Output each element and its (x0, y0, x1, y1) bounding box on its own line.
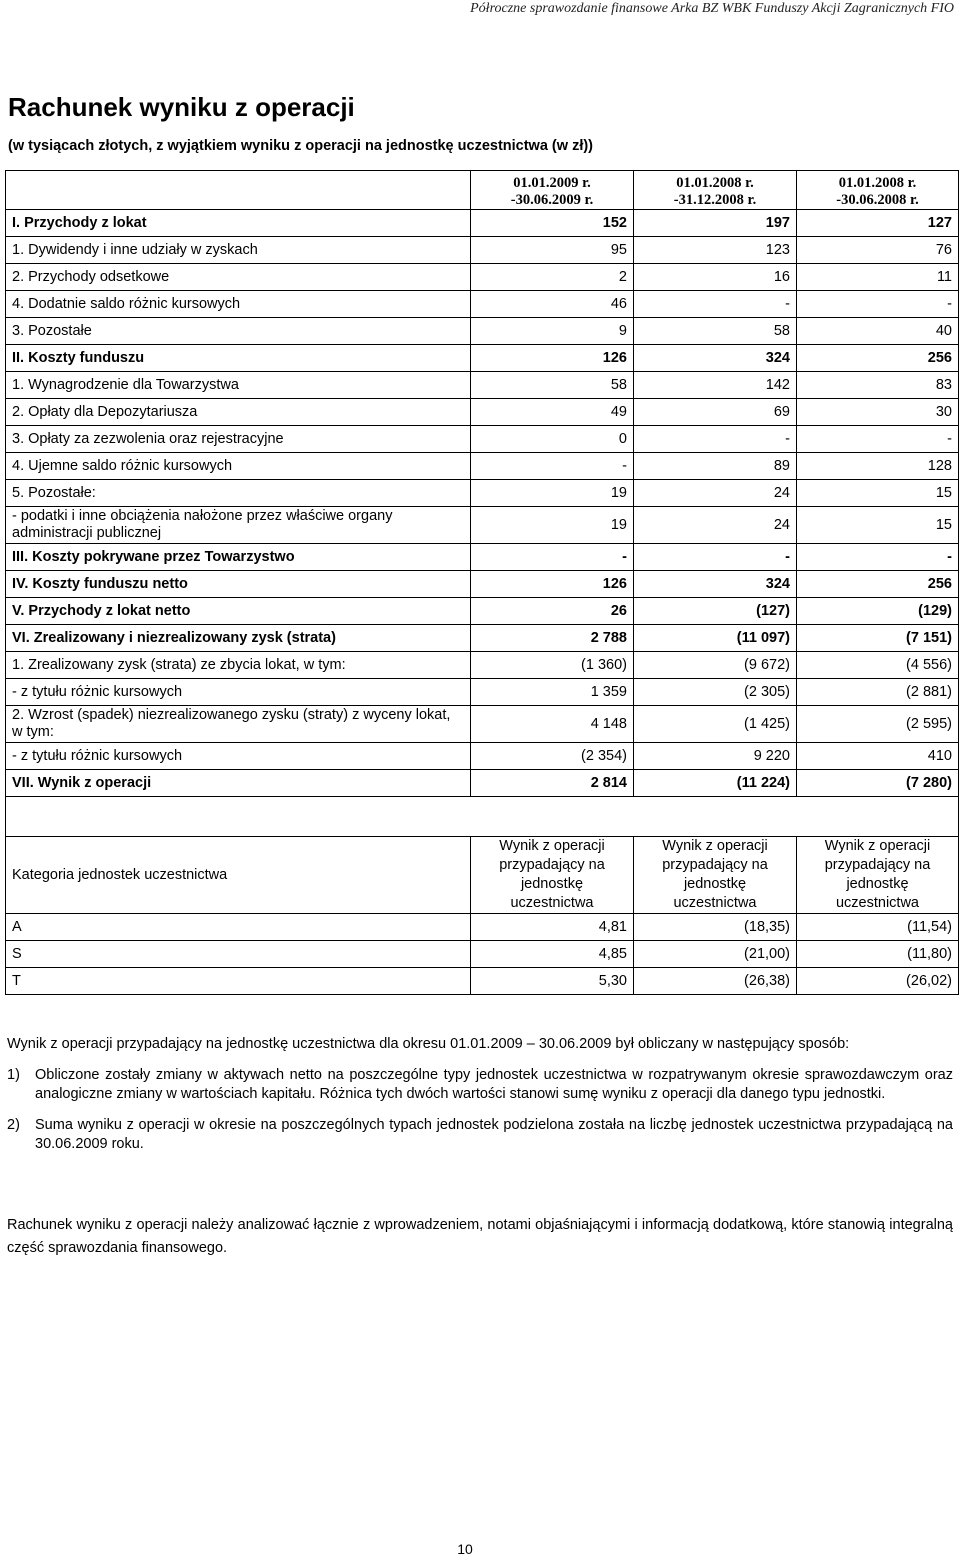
row-value-period-2: 16 (634, 264, 797, 291)
row-label: 4. Dodatnie saldo różnic kursowych (6, 291, 471, 318)
row-value-period-3: 256 (797, 345, 959, 372)
column-header-line: -30.06.2009 r. (510, 192, 594, 208)
row-value-period-3: (7 151) (797, 625, 959, 652)
category-value-period-3: (11,54) (797, 914, 959, 941)
row-label: - z tytułu różnic kursowych (6, 743, 471, 770)
row-value-period-2: 24 (634, 480, 797, 507)
category-row (6, 941, 959, 968)
row-label: VI. Zrealizowany i niezrealizowany zysk (strata) (6, 625, 471, 652)
table-row (6, 507, 959, 544)
table-row (6, 598, 959, 625)
row-value-period-1: 9 (471, 318, 634, 345)
table-row (6, 571, 959, 598)
table-row (6, 480, 959, 507)
table-row (6, 264, 959, 291)
table-row (6, 291, 959, 318)
row-value-period-2: (9 672) (634, 652, 797, 679)
row-value-period-2: 324 (634, 571, 797, 598)
row-value-period-3: (4 556) (797, 652, 959, 679)
column-header-row (6, 171, 959, 210)
row-value-period-1: - (471, 453, 634, 480)
row-value-period-3: 256 (797, 571, 959, 598)
table-row (6, 318, 959, 345)
row-value-period-3: 128 (797, 453, 959, 480)
row-value-period-2: 24 (634, 507, 797, 544)
row-value-period-1: 49 (471, 399, 634, 426)
row-value-period-2: - (634, 426, 797, 453)
table-row (6, 399, 959, 426)
category-header-label: Kategoria jednostek uczestnictwa (6, 837, 471, 914)
row-label: IV. Koszty funduszu netto (6, 571, 471, 598)
column-header-line: 01.01.2008 r. (676, 175, 754, 191)
row-label: 1. Dywidendy i inne udziały w zyskach (6, 237, 471, 264)
row-value-period-1: 0 (471, 426, 634, 453)
row-value-period-1: 95 (471, 237, 634, 264)
row-value-period-3: 83 (797, 372, 959, 399)
row-value-period-3: 11 (797, 264, 959, 291)
column-header-period-1 (471, 171, 634, 210)
column-header-line: 01.01.2009 r. (513, 175, 591, 191)
row-value-period-1: 126 (471, 571, 634, 598)
table-row (6, 625, 959, 652)
spacer-row (6, 797, 959, 837)
row-label: 3. Opłaty za zezwolenia oraz rejestracyjne (6, 426, 471, 453)
table-row (6, 453, 959, 480)
row-value-period-2: - (634, 291, 797, 318)
row-value-period-3: - (797, 291, 959, 318)
row-value-period-1: 19 (471, 507, 634, 544)
category-value-period-3: (11,80) (797, 941, 959, 968)
row-label: 2. Przychody odsetkowe (6, 264, 471, 291)
category-header-period-3: Wynik z operacji przypadający na jednostkę uczestnictwa (797, 837, 959, 914)
row-value-period-1: 58 (471, 372, 634, 399)
row-value-period-2: 69 (634, 399, 797, 426)
table-row (6, 345, 959, 372)
row-value-period-1: 46 (471, 291, 634, 318)
category-label: S (6, 941, 471, 968)
category-header-period-1: Wynik z operacji przypadający na jednostkę uczestnictwa (471, 837, 634, 914)
table-row (6, 652, 959, 679)
row-value-period-3: - (797, 426, 959, 453)
category-value-period-3: (26,02) (797, 968, 959, 995)
row-value-period-3: 127 (797, 210, 959, 237)
row-value-period-1: 2 (471, 264, 634, 291)
page-number: 10 (457, 1541, 473, 1557)
row-value-period-2: 123 (634, 237, 797, 264)
table-row (6, 706, 959, 743)
row-value-period-1: 2 814 (471, 770, 634, 797)
note-item (7, 1066, 953, 1104)
row-value-period-2: (1 425) (634, 706, 797, 743)
row-value-period-1: (1 360) (471, 652, 634, 679)
row-value-period-2: 9 220 (634, 743, 797, 770)
header-empty-cell (6, 171, 471, 210)
note-text: Obliczone zostały zmiany w aktywach netto na poszczególne typy jednostek uczestnictwa w rozpatrywanym okresie sprawozdawczym oraz analogiczne zmiany w wartościach kapitału. Różnica tych dwóch wartości stanowi sumę wyniku z operacji dla danego typu jednostki. (35, 1067, 953, 1102)
row-label: II. Koszty funduszu (6, 345, 471, 372)
row-value-period-3: (7 280) (797, 770, 959, 797)
row-value-period-3: (2 881) (797, 679, 959, 706)
column-header-period-3 (797, 171, 959, 210)
row-value-period-2: (2 305) (634, 679, 797, 706)
row-value-period-1: - (471, 544, 634, 571)
row-value-period-3: 15 (797, 480, 959, 507)
category-header-row (6, 837, 959, 914)
row-label: 5. Pozostałe: (6, 480, 471, 507)
column-header-line: -30.06.2008 r. (836, 192, 919, 208)
running-header: Półroczne sprawozdanie finansowe Arka BZ WBK Funduszy Akcji Zagranicznych FIO (470, 1, 954, 16)
row-value-period-2: 142 (634, 372, 797, 399)
row-value-period-1: 4 148 (471, 706, 634, 743)
table-row (6, 372, 959, 399)
category-value-period-1: 4,81 (471, 914, 634, 941)
table-row (6, 770, 959, 797)
notes-closing: Rachunek wyniku z operacji należy analizować łącznie z wprowadzeniem, notami objaśniającymi i informacją dodatkową, które stanowią integralną część sprawozdania finansowego. (7, 1217, 953, 1256)
row-value-period-2: (11 097) (634, 625, 797, 652)
row-label: 2. Opłaty dla Depozytariusza (6, 399, 471, 426)
row-label: III. Koszty pokrywane przez Towarzystwo (6, 544, 471, 571)
row-value-period-2: 324 (634, 345, 797, 372)
row-value-period-2: 197 (634, 210, 797, 237)
row-label: V. Przychody z lokat netto (6, 598, 471, 625)
row-value-period-3: 76 (797, 237, 959, 264)
row-label: I. Przychody z lokat (6, 210, 471, 237)
page-subtitle: (w tysiącach złotych, z wyjątkiem wyniku z operacji na jednostkę uczestnictwa (w zł)) (8, 138, 593, 154)
row-label: - z tytułu różnic kursowych (6, 679, 471, 706)
row-value-period-1: (2 354) (471, 743, 634, 770)
row-value-period-2: 58 (634, 318, 797, 345)
row-label: 1. Zrealizowany zysk (strata) ze zbycia lokat, w tym: (6, 652, 471, 679)
table-row (6, 743, 959, 770)
table-row (6, 426, 959, 453)
category-header-period-2: Wynik z operacji przypadający na jednostkę uczestnictwa (634, 837, 797, 914)
category-value-period-1: 4,85 (471, 941, 634, 968)
category-label: T (6, 968, 471, 995)
row-label: 3. Pozostałe (6, 318, 471, 345)
row-value-period-3: 40 (797, 318, 959, 345)
row-value-period-2: 89 (634, 453, 797, 480)
row-label: 2. Wzrost (spadek) niezrealizowanego zysku (straty) z wyceny lokat, w tym: (6, 706, 471, 743)
table-row (6, 237, 959, 264)
notes-list (7, 1066, 953, 1154)
column-header-period-2 (634, 171, 797, 210)
table-row (6, 210, 959, 237)
spacer-cell (6, 797, 959, 837)
row-value-period-1: 2 788 (471, 625, 634, 652)
table-row (6, 679, 959, 706)
table-row (6, 544, 959, 571)
category-value-period-1: 5,30 (471, 968, 634, 995)
category-row (6, 914, 959, 941)
row-value-period-3: 410 (797, 743, 959, 770)
category-label: A (6, 914, 471, 941)
note-number: 2) (7, 1117, 20, 1133)
row-label: - podatki i inne obciążenia nałożone przez właściwe organy administracji publicznej (6, 507, 471, 544)
row-value-period-1: 126 (471, 345, 634, 372)
row-value-period-2: (11 224) (634, 770, 797, 797)
row-label: 4. Ujemne saldo różnic kursowych (6, 453, 471, 480)
row-value-period-1: 152 (471, 210, 634, 237)
note-text: Suma wyniku z operacji w okresie na poszczególnych typach jednostek podzielona została na liczbę jednostek uczestnictwa przypadającą na 30.06.2009 roku. (35, 1117, 953, 1152)
category-row (6, 968, 959, 995)
row-value-period-1: 19 (471, 480, 634, 507)
page-title: Rachunek wyniku z operacji (8, 92, 355, 122)
row-value-period-3: - (797, 544, 959, 571)
column-header-line: 01.01.2008 r. (838, 175, 917, 191)
row-label: 1. Wynagrodzenie dla Towarzystwa (6, 372, 471, 399)
category-value-period-2: (26,38) (634, 968, 797, 995)
category-value-period-2: (18,35) (634, 914, 797, 941)
income-statement-table (5, 170, 959, 995)
row-value-period-3: 30 (797, 399, 959, 426)
row-value-period-2: - (634, 544, 797, 571)
row-value-period-1: 26 (471, 598, 634, 625)
row-value-period-2: (127) (634, 598, 797, 625)
notes-intro: Wynik z operacji przypadający na jednostkę uczestnictwa dla okresu 01.01.2009 – 30.06.2009 był obliczany w następujący sposób: (7, 1036, 850, 1052)
category-value-period-2: (21,00) (634, 941, 797, 968)
row-value-period-1: 1 359 (471, 679, 634, 706)
row-value-period-3: (2 595) (797, 706, 959, 743)
row-label: VII. Wynik z operacji (6, 770, 471, 797)
row-value-period-3: 15 (797, 507, 959, 544)
column-header-line: -31.12.2008 r. (673, 192, 757, 208)
note-item (7, 1116, 953, 1154)
note-number: 1) (7, 1067, 20, 1083)
row-value-period-3: (129) (797, 598, 959, 625)
